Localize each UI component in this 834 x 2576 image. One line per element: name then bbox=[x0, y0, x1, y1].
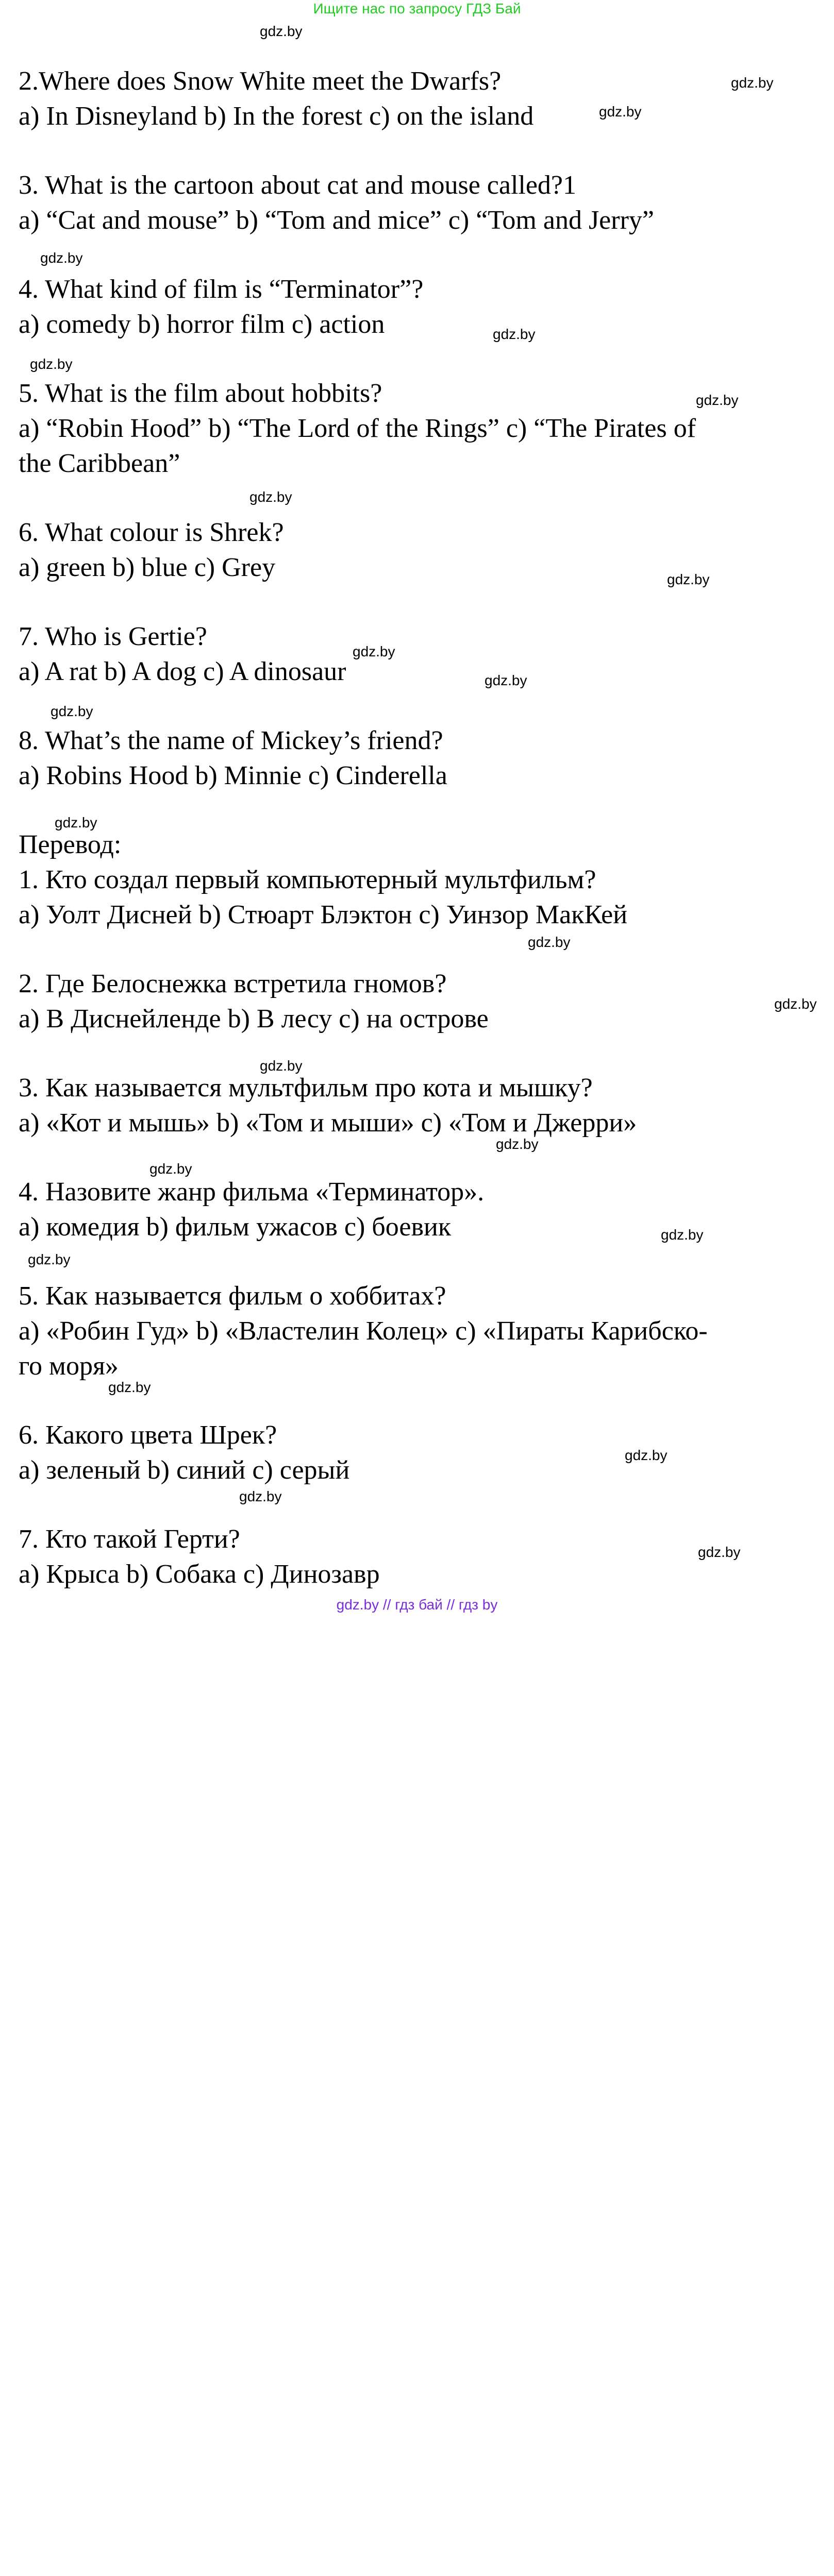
watermark: gdz.by bbox=[774, 995, 817, 1012]
blank-line bbox=[19, 134, 812, 168]
watermark: gdz.by bbox=[696, 392, 739, 408]
text-line: a) green b) blue c) Grey bbox=[19, 552, 276, 582]
text-line: a) In Disneyland b) In the forest c) on the island bbox=[19, 101, 534, 131]
watermark: gdz.by bbox=[485, 672, 527, 688]
text-line: а) «Робин Гуд» b) «Властелин Колец» с) «Пираты Карибско- bbox=[19, 1316, 708, 1346]
watermark: gdz.by bbox=[55, 814, 97, 831]
text-line: а) «Кот и мышь» b) «Том и мыши» с) «Том и Джерри» bbox=[19, 1108, 637, 1138]
text-line: 7. Кто такой Герти? bbox=[19, 1524, 240, 1554]
watermark: gdz.by bbox=[249, 488, 292, 505]
blank-line bbox=[19, 1037, 812, 1071]
text-line: 8. What’s the name of Mickey’s friend? bbox=[19, 725, 443, 755]
text-line: a) comedy b) horror film c) action bbox=[19, 309, 385, 339]
watermark: gdz.by bbox=[661, 1226, 704, 1243]
text-line: 4. Назовите жанр фильма «Терминатор». bbox=[19, 1177, 485, 1207]
text-line: 2.Where does Snow White meet the Dwarfs? bbox=[19, 66, 502, 96]
blank-line bbox=[19, 585, 812, 619]
blank-line bbox=[19, 481, 812, 515]
watermark: gdz.by bbox=[496, 1136, 539, 1152]
watermark: gdz.by bbox=[239, 1488, 282, 1504]
watermark: gdz.by bbox=[731, 74, 774, 91]
watermark: gdz.by bbox=[51, 703, 93, 719]
watermark: gdz.by bbox=[40, 249, 83, 266]
blank-line bbox=[19, 689, 812, 723]
footer-watermark: gdz.by // гдз бай // гдз by bbox=[336, 1596, 498, 1613]
text-line: 6. What colour is Shrek? bbox=[19, 517, 284, 547]
watermark: gdz.by bbox=[353, 643, 395, 659]
blank-line bbox=[19, 1488, 812, 1522]
text-line: 5. What is the film about hobbits? bbox=[19, 378, 382, 408]
text-line: 2. Где Белоснежка встретила гномов? bbox=[19, 969, 447, 998]
text-line: 4. What kind of film is “Terminator”? bbox=[19, 274, 424, 304]
blank-line bbox=[19, 342, 812, 376]
text-line: 3. Как называется мультфильм про кота и мышку? bbox=[19, 1073, 593, 1103]
text-line: а) комедия b) фильм ужасов с) боевик bbox=[19, 1212, 452, 1242]
text-line: 5. Как называется фильм о хоббитах? bbox=[19, 1281, 446, 1311]
watermark: gdz.by bbox=[30, 355, 73, 372]
watermark: gdz.by bbox=[599, 103, 642, 120]
watermark: gdz.by bbox=[28, 1251, 71, 1267]
watermark: gdz.by bbox=[108, 1379, 151, 1395]
watermark: gdz.by bbox=[625, 1447, 668, 1463]
text-line: a) Robins Hood b) Minnie c) Cinderella bbox=[19, 760, 447, 790]
watermark: gdz.by bbox=[698, 1544, 741, 1560]
blank-line bbox=[19, 933, 812, 967]
text-line: а) зеленый b) синий с) серый bbox=[19, 1455, 350, 1485]
top-banner: Ищите нас по запросу ГДЗ Бай bbox=[313, 0, 521, 16]
watermark: gdz.by bbox=[493, 326, 536, 342]
text-line: a) “Cat and mouse” b) “Tom and mice” c) “Tom and Jerry” bbox=[19, 205, 654, 235]
document-body bbox=[19, 64, 812, 1592]
text-line: 1. Кто создал первый компьютерный мультфильм? bbox=[19, 865, 596, 894]
text-line: 6. Какого цвета Шрек? bbox=[19, 1420, 277, 1450]
text-line: the Caribbean” bbox=[19, 448, 180, 478]
watermark: gdz.by bbox=[667, 571, 710, 587]
translation-heading: Перевод: bbox=[19, 829, 122, 859]
text-line: а) Уолт Дисней b) Стюарт Блэктон с) Уинзор МакКей bbox=[19, 900, 628, 929]
blank-line bbox=[19, 1245, 812, 1279]
blank-line bbox=[19, 1141, 812, 1175]
blank-line bbox=[19, 793, 812, 827]
text-line: 3. What is the cartoon about cat and mouse called?1 bbox=[19, 170, 576, 200]
watermark: gdz.by bbox=[149, 1160, 192, 1177]
text-line: 7. Who is Gertie? bbox=[19, 621, 207, 651]
text-line: а) Крыса b) Собака с) Динозавр bbox=[19, 1559, 380, 1589]
watermark: gdz.by bbox=[260, 1057, 303, 1074]
text-line: го моря» bbox=[19, 1351, 119, 1381]
text-line: a) A rat b) A dog c) A dinosaur bbox=[19, 656, 346, 686]
text-line: а) В Диснейленде b) В лесу с) на острове bbox=[19, 1004, 489, 1033]
text-line: a) “Robin Hood” b) “The Lord of the Rings” c) “The Pirates of bbox=[19, 413, 696, 443]
blank-line bbox=[19, 238, 812, 272]
watermark: gdz.by bbox=[260, 23, 303, 39]
watermark: gdz.by bbox=[528, 934, 571, 950]
